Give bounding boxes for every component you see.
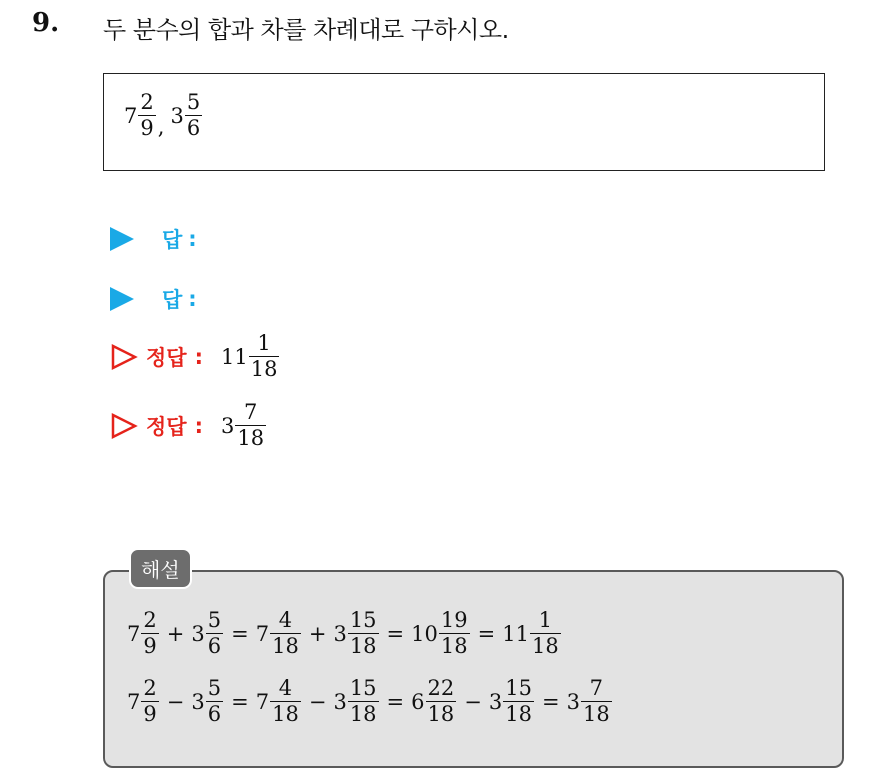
operator: + <box>166 621 185 646</box>
fraction <box>439 610 470 657</box>
whole-part: 10 <box>411 621 438 646</box>
whole-part: 7 <box>255 621 270 646</box>
mixed-number <box>333 678 379 725</box>
denominator: 18 <box>349 634 377 658</box>
denominator: 9 <box>143 702 157 726</box>
operator: − <box>308 689 327 714</box>
denominator: 18 <box>440 634 468 658</box>
denominator: 18 <box>237 426 265 450</box>
explanation-box <box>103 570 844 768</box>
fraction <box>270 610 301 657</box>
denominator: 6 <box>207 634 222 658</box>
operator: − <box>166 689 185 714</box>
mixed-number <box>256 678 302 725</box>
equals-sign: = <box>477 621 496 646</box>
fraction <box>503 678 534 725</box>
numerator: 15 <box>349 608 377 632</box>
outline-triangle-icon <box>110 412 138 440</box>
equals-sign: = <box>231 621 249 646</box>
whole-part: 3 <box>333 621 347 646</box>
denominator: 18 <box>427 702 455 726</box>
correct-answer-label: 정답 <box>146 414 187 439</box>
fraction <box>206 678 223 725</box>
play-triangle-icon <box>110 227 134 251</box>
denominator: 9 <box>143 634 157 658</box>
operator: − <box>464 689 482 714</box>
whole-part: 3 <box>220 413 235 438</box>
whole-part: 3 <box>191 689 205 714</box>
denominator: 18 <box>250 357 278 381</box>
correct-answer-label: 정답 <box>146 345 187 370</box>
numerator: 2 <box>143 676 157 700</box>
mixed-number <box>191 678 224 725</box>
fraction <box>138 92 155 139</box>
denominator: 18 <box>272 702 299 726</box>
whole-part: 11 <box>502 621 529 646</box>
question-number: 9. <box>32 8 60 38</box>
answer-row-1 <box>110 224 197 254</box>
fraction <box>348 678 379 725</box>
numerator: 5 <box>207 608 222 632</box>
denominator: 18 <box>582 702 610 726</box>
fraction <box>141 610 158 657</box>
correct-answer-value <box>221 402 267 449</box>
numerator: 4 <box>278 608 293 632</box>
fraction <box>185 92 202 139</box>
numerator: 5 <box>207 676 222 700</box>
numerator: 19 <box>440 608 468 632</box>
numerator: 15 <box>505 676 532 700</box>
fraction <box>581 678 612 725</box>
numerator: 7 <box>244 400 258 424</box>
numerator: 22 <box>427 676 455 700</box>
equals-sign: = <box>386 621 405 646</box>
whole-part: 7 <box>127 689 141 714</box>
mixed-number <box>411 678 457 725</box>
mixed-number <box>567 678 613 725</box>
whole-part: 3 <box>191 621 205 646</box>
given-fractions <box>124 92 203 139</box>
correct-answer-row-1 <box>110 333 280 380</box>
denominator: 9 <box>140 116 154 140</box>
question-text: 두 분수의 합과 차를 차례대로 구하시오. <box>103 16 509 44</box>
correct-answer-value <box>221 333 280 380</box>
denominator: 18 <box>531 634 559 658</box>
mixed-number <box>127 610 160 657</box>
explanation-tab: 해설 <box>129 548 192 589</box>
numerator: 5 <box>186 90 201 114</box>
whole-part: 7 <box>124 103 138 128</box>
fraction <box>530 610 561 657</box>
fraction <box>348 610 379 657</box>
numerator: 15 <box>349 676 377 700</box>
whole-part: 3 <box>170 103 184 128</box>
mixed-number <box>333 610 379 657</box>
whole-part: 11 <box>220 344 248 369</box>
numerator: 2 <box>143 608 157 632</box>
whole-part: 3 <box>566 689 580 714</box>
explanation-line-sum <box>127 610 562 657</box>
denominator: 18 <box>505 702 532 726</box>
mixed-number <box>170 92 203 139</box>
mixed-number <box>502 610 561 657</box>
answer-colon: : <box>188 227 197 251</box>
mixed-number <box>127 678 160 725</box>
fraction <box>141 678 158 725</box>
correct-answer-colon: : <box>194 344 203 369</box>
whole-part: 7 <box>255 689 270 714</box>
numerator: 7 <box>589 676 604 700</box>
outline-triangle-icon <box>110 343 138 371</box>
separator: , <box>157 115 165 139</box>
mixed-number <box>411 610 470 657</box>
answer-label: 답 <box>162 288 183 312</box>
whole-part: 7 <box>127 621 141 646</box>
given-box <box>103 73 825 171</box>
correct-answer-colon: : <box>194 413 203 438</box>
operator: + <box>308 621 327 646</box>
play-triangle-icon <box>110 287 134 311</box>
equals-sign: = <box>386 689 405 714</box>
mixed-number <box>191 610 224 657</box>
fraction <box>235 402 266 449</box>
fraction <box>270 678 301 725</box>
whole-part: 6 <box>411 689 425 714</box>
denominator: 6 <box>186 116 201 140</box>
whole-part: 3 <box>488 689 503 714</box>
denominator: 18 <box>272 634 299 658</box>
denominator: 18 <box>349 702 377 726</box>
numerator: 1 <box>538 608 553 632</box>
correct-answer-row-2 <box>110 402 267 449</box>
mixed-number <box>489 678 535 725</box>
fraction <box>206 610 223 657</box>
answer-row-2 <box>110 284 197 314</box>
explanation-line-difference <box>127 678 613 725</box>
fraction <box>249 333 280 380</box>
numerator: 1 <box>257 331 271 355</box>
equals-sign: = <box>541 689 560 714</box>
equals-sign: = <box>231 689 249 714</box>
answer-colon: : <box>188 287 197 311</box>
mixed-number <box>256 610 302 657</box>
denominator: 6 <box>207 702 222 726</box>
answer-label: 답 <box>162 228 183 252</box>
fraction <box>426 678 457 725</box>
whole-part: 3 <box>333 689 347 714</box>
numerator: 4 <box>278 676 293 700</box>
numerator: 2 <box>140 90 154 114</box>
mixed-number <box>124 92 157 139</box>
